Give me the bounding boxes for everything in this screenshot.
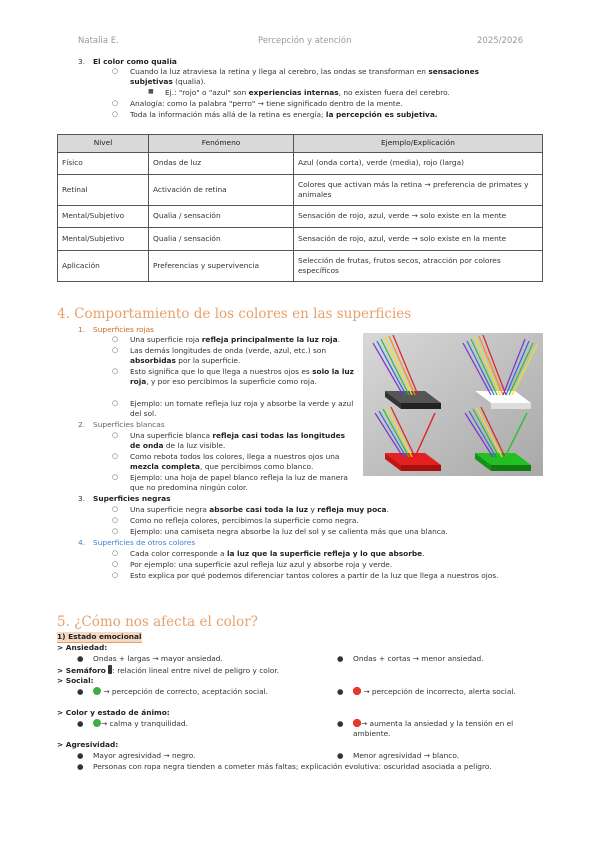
table-cell: Sensación de rojo, azul, verde → solo existe en la mente: [294, 206, 543, 228]
table-header-row: [58, 135, 543, 153]
table-cell: Preferencias y supervivencia: [149, 251, 294, 282]
bullet-text: Ondas + cortas → menor ansiedad.: [353, 654, 484, 663]
bullet-text: Personas con ropa negra tienden a cometer más faltas; explicación evolutiva: oscuridad asociada a peligro.: [93, 762, 492, 771]
bullet-icon: ○: [112, 505, 119, 513]
header-author: Natalia E.: [78, 36, 119, 46]
bullet-icon: ○: [112, 516, 119, 524]
sub-bullet-text: Ej.: "rojo" o "azul" son experiencias internas, no existen fuera del cerebro.: [165, 88, 450, 97]
bullet-icon: ○: [112, 110, 119, 118]
bullet-icon: ●: [337, 654, 344, 663]
bullet-icon: ○: [112, 346, 119, 354]
bullet-text: Cada color corresponde a la luz que la superficie refleja y lo que absorbe.: [130, 549, 425, 558]
bullet-icon: ○: [112, 67, 119, 75]
bullet-icon: ○: [112, 560, 119, 568]
section-heading: 5. ¿Cómo nos afecta el color?: [57, 614, 258, 630]
red-octagon-icon: [353, 687, 361, 695]
table-cell: Mental/Subjetivo: [58, 206, 149, 228]
table-header: Fenómeno: [149, 135, 294, 153]
green-circle-icon: [93, 687, 101, 695]
bullet-text: Una superficie blanca refleja casi todas las longitudes de onda de la luz visible.: [130, 431, 346, 451]
bullet-icon: ○: [112, 549, 119, 557]
bullet-icon: ●: [77, 762, 84, 771]
bullet-icon: ●: [77, 719, 84, 728]
group-label: > Ansiedad:: [57, 643, 108, 652]
bullet-text: Toda la información más allá de la retina es energía; la percepción es subjetiva.: [130, 110, 438, 119]
bullet-icon: ○: [112, 473, 119, 481]
bullet-text: Una superficie negra absorbe casi toda la luz y refleja muy poca.: [130, 505, 389, 514]
bullet-text: Como no refleja colores, percibimos la superficie como negra.: [130, 516, 359, 525]
red-octagon-icon: [353, 719, 361, 727]
bullet-icon: ○: [112, 399, 119, 407]
table-cell: Físico: [58, 153, 149, 175]
semaforo-line: > Semáforo : relación lineal entre nivel de peligro y color.: [57, 666, 280, 675]
table-cell: Aplicación: [58, 251, 149, 282]
group-label: > Social:: [57, 676, 94, 685]
surface-reflection-illustration: [363, 333, 543, 476]
bullet-icon: ●: [77, 687, 84, 696]
table-cell: Qualia / sensación: [149, 206, 294, 228]
table-row: [58, 251, 543, 282]
bullet-text: Las demás longitudes de onda (verde, azul, etc.) son absorbidas por la superficie.: [130, 346, 327, 366]
square-bullet-icon: ■: [148, 88, 154, 95]
section-item-title: El color como qualia: [93, 57, 177, 66]
bullet-icon: ○: [112, 367, 119, 375]
green-circle-icon: [93, 719, 101, 727]
table-cell: Qualia / sensación: [149, 228, 294, 251]
item-number: 2.: [78, 420, 86, 429]
table-cell: Azul (onda corta), verde (media), rojo (larga): [294, 153, 543, 175]
bullet-icon: ○: [112, 335, 119, 343]
bullet-text: Menor agresividad → blanco.: [353, 751, 460, 760]
item-number: 3.: [78, 57, 86, 66]
bullet-text: Cuando la luz atraviesa la retina y llega al cerebro, las ondas se transforman en sensaciones subjetivas (qualia).: [130, 67, 480, 87]
table-cell: Mental/Subjetivo: [58, 228, 149, 251]
table-cell: Ondas de luz: [149, 153, 294, 175]
bullet-text: → percepción de correcto, aceptación social.: [93, 687, 293, 697]
table-cell: Sensación de rojo, azul, verde → solo existe en la mente: [294, 228, 543, 251]
bullet-icon: ●: [337, 751, 344, 760]
group-label: > Agresividad:: [57, 740, 119, 749]
bullet-text: Esto significa que lo que llega a nuestros ojos es solo la luz roja, y por eso percibimos la superficie como roja.: [130, 367, 354, 387]
table-cell: Retinal: [58, 175, 149, 206]
bullet-text: Analogía: como la palabra "perro" → tiene significado dentro de la mente.: [130, 99, 403, 108]
item-title: Superficies rojas: [93, 325, 155, 334]
bullet-text: → calma y tranquilidad.: [93, 719, 188, 729]
section-heading: 4. Comportamiento de los colores en las superficies: [57, 306, 412, 322]
bullet-text: Como rebota todos los colores, llega a nuestros ojos una mezcla completa, que percibimos como blanco.: [130, 452, 340, 472]
table-cell: Selección de frutas, frutos secos, atracción por colores específicos: [294, 251, 543, 282]
table-cell: Activación de retina: [149, 175, 294, 206]
header-subject: Percepción y atención: [258, 36, 352, 46]
bullet-icon: ○: [112, 99, 119, 107]
bullet-text: Esto explica por qué podemos diferenciar tantos colores a partir de la luz que llega a nuestros ojos.: [130, 571, 499, 580]
header-year: 2025/2026: [477, 36, 524, 46]
subsection-title: 1) Estado emocional: [57, 632, 142, 643]
item-title: Superficies blancas: [93, 420, 165, 429]
bullet-text: → aumenta la ansiedad y la tensión en el ambiente.: [353, 719, 514, 739]
table-row: [58, 175, 543, 206]
bullet-text: Ejemplo: una camiseta negra absorbe la luz del sol y se calienta más que una blanca.: [130, 527, 448, 536]
bullet-icon: ●: [77, 654, 84, 663]
bullet-text: Mayor agresividad → negro.: [93, 751, 196, 760]
bullet-text: Ondas + largas → mayor ansiedad.: [93, 654, 223, 663]
item-number: 4.: [78, 538, 86, 547]
bullet-icon: ○: [112, 452, 119, 460]
item-title: Superficies de otros colores: [93, 538, 196, 547]
bullet-icon: ●: [77, 751, 84, 760]
item-number: 3.: [78, 494, 86, 503]
bullet-icon: ●: [337, 687, 344, 696]
bullet-text: → percepción de incorrecto, alerta social.: [353, 687, 516, 697]
item-number: 1.: [78, 325, 86, 334]
bullet-text: Una superficie roja refleja principalmente la luz roja.: [130, 335, 340, 344]
bullet-text: Ejemplo: un tomate refleja luz roja y absorbe la verde y azul del sol.: [130, 399, 354, 419]
table-row: [58, 206, 543, 228]
table-row: [58, 228, 543, 251]
table-cell: Colores que activan más la retina → preferencia de primates y animales: [294, 175, 543, 206]
table-row: [58, 153, 543, 175]
group-label: > Color y estado de ánimo:: [57, 708, 170, 717]
bullet-icon: ○: [112, 431, 119, 439]
bullet-text: Por ejemplo: una superficie azul refleja luz azul y absorbe roja y verde.: [130, 560, 393, 569]
bullet-text: Ejemplo: una hoja de papel blanco refleja la luz de manera que no predomina ningún color.: [130, 473, 348, 493]
levels-table: [57, 134, 543, 282]
bullet-icon: ●: [337, 719, 344, 728]
bullet-icon: ○: [112, 571, 119, 579]
table-header: Nivel: [58, 135, 149, 153]
bullet-icon: ○: [112, 527, 119, 535]
item-title: Superficies negras: [93, 494, 171, 503]
table-header: Ejemplo/Explicación: [294, 135, 543, 153]
